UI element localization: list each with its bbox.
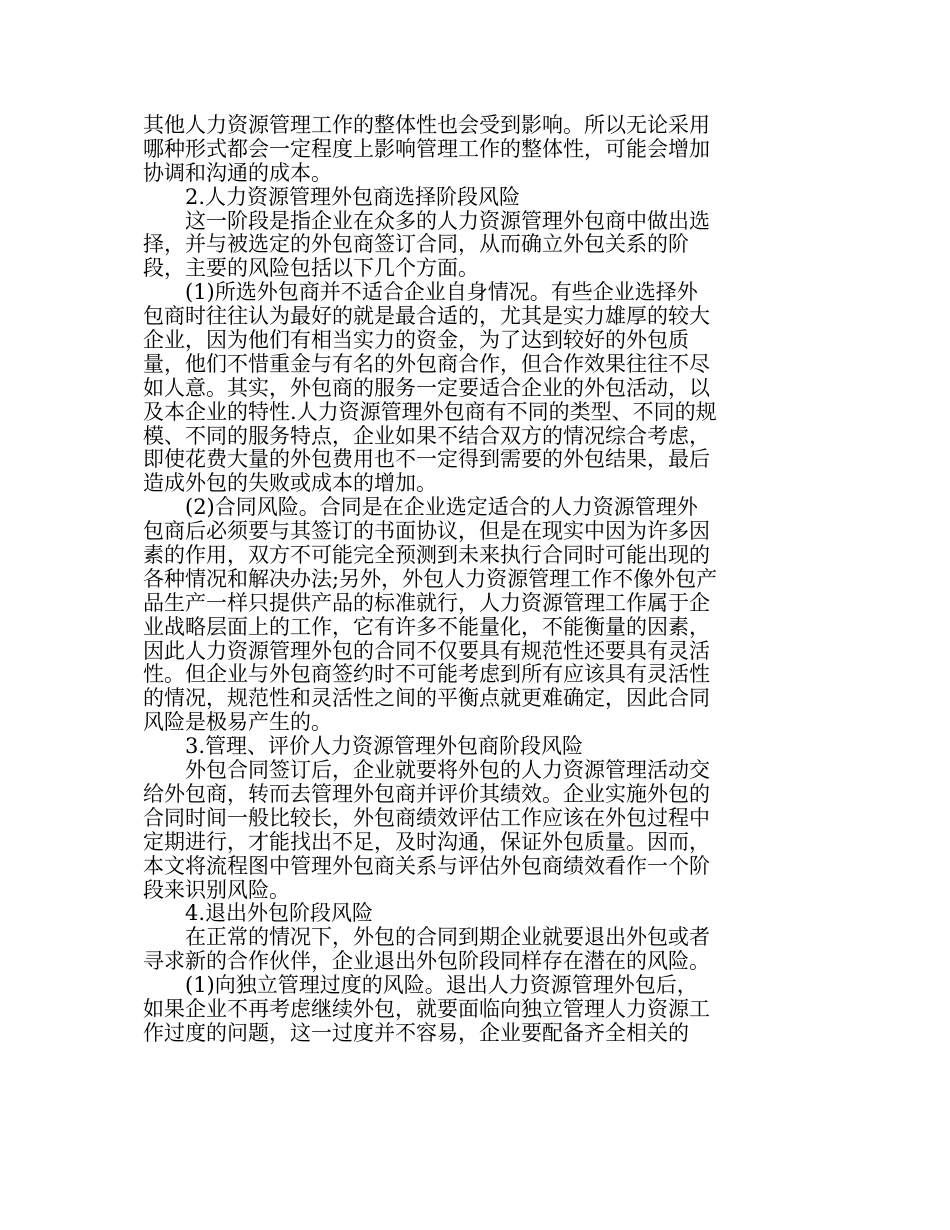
paragraph-start-line: (2)合同风险。合同是在企业选定适合的人力资源管理外: [185, 495, 698, 520]
paragraph-start-line: 外包合同签订后，企业就要将外包的人力资源管理活动交: [185, 758, 710, 783]
text-line: 因此人力资源管理外包的合同不仅要具有规范性还要具有灵活: [143, 638, 710, 663]
text-line: 模、不同的服务特点，企业如果不结合双方的情况综合考虑，: [143, 423, 710, 448]
text-line: 本文将流程图中管理外包商关系与评估外包商绩效看作一个阶: [143, 853, 710, 878]
paragraph-start-line: (1)所选外包商并不适合企业自身情况。有些企业选择外: [185, 280, 698, 305]
text-line: 包商后必须要与其签订的书面协议，但是在现实中因为许多因: [143, 519, 710, 544]
text-line: 造成外包的失败或成本的增加。: [143, 471, 437, 496]
text-line: 性。但企业与外包商签约时不可能考虑到所有应该具有灵活性: [143, 662, 710, 687]
text-line: 段来识别风险。: [143, 877, 290, 902]
paragraph-start-line: (1)向独立管理过度的风险。退出人力资源管理外包后，: [185, 973, 698, 998]
text-line: 即使花费大量的外包费用也不一定得到需要的外包结果，最后: [143, 447, 710, 472]
document-body: [143, 114, 743, 1046]
text-line: 包商时往往认为最好的就是最合适的，尤其是实力雄厚的较大: [143, 304, 710, 329]
text-line: 协调和沟通的成本。: [143, 160, 332, 185]
text-line: 素的作用，双方不可能完全预测到未来执行合同时可能出现的: [143, 543, 710, 568]
text-line: 合同时间一般比较长，外包商绩效评估工作应该在外包过程中: [143, 805, 710, 830]
text-line: 风险是极易产生的。: [143, 710, 332, 735]
text-line: 业战略层面上的工作，它有许多不能量化，不能衡量的因素，: [143, 614, 710, 639]
text-line: 寻求新的合作伙伴，企业退出外包阶段同样存在潜在的风险。: [143, 949, 710, 974]
paragraph-start-line: 2.人力资源管理外包商选择阶段风险: [185, 184, 521, 209]
text-line: 及本企业的特性.人力资源管理外包商有不同的类型、不同的规: [143, 399, 717, 424]
text-line: 其他人力资源管理工作的整体性也会受到影响。所以无论采用: [143, 113, 710, 137]
text-line: 量，他们不惜重金与有名的外包商合作，但合作效果往往不尽: [143, 351, 710, 376]
paragraph-start-line: 这一阶段是指企业在众多的人力资源管理外包商中做出选: [185, 208, 710, 233]
text-line: 给外包商，转而去管理外包商并评价其绩效。企业实施外包的: [143, 781, 710, 806]
text-line: 的情况，规范性和灵活性之间的平衡点就更难确定，因此合同: [143, 686, 710, 711]
paragraph-start-line: 4.退出外包阶段风险: [185, 901, 374, 926]
text-line: 企业，因为他们有相当实力的资金，为了达到较好的外包质: [143, 328, 689, 353]
text-line: 品生产一样只提供产品的标准就行，人力资源管理工作属于企: [143, 590, 710, 615]
text-line: 哪种形式都会一定程度上影响管理工作的整体性，可能会增加: [143, 136, 710, 161]
text-line: 段，主要的风险包括以下几个方面。: [143, 256, 479, 281]
text-line: 择，并与被选定的外包商签订合同，从而确立外包关系的阶: [143, 232, 689, 257]
text-line: 定期进行，才能找出不足，及时沟通，保证外包质量。因而，: [143, 829, 710, 854]
text-line: 各种情况和解决办法;另外，外包人力资源管理工作不像外包产: [143, 566, 718, 591]
paragraph-start-line: 在正常的情况下，外包的合同到期企业就要退出外包或者: [185, 925, 710, 950]
text-line: 如人意。其实，外包商的服务一定要适合企业的外包活动，以: [143, 375, 710, 400]
text-line: 作过度的问题，这一过度并不容易，企业要配备齐全相关的: [143, 1020, 689, 1045]
text-line: 如果企业不再考虑继续外包，就要面临向独立管理人力资源工: [143, 996, 710, 1021]
paragraph-start-line: 3.管理、评价人力资源管理外包商阶段风险: [185, 734, 584, 759]
